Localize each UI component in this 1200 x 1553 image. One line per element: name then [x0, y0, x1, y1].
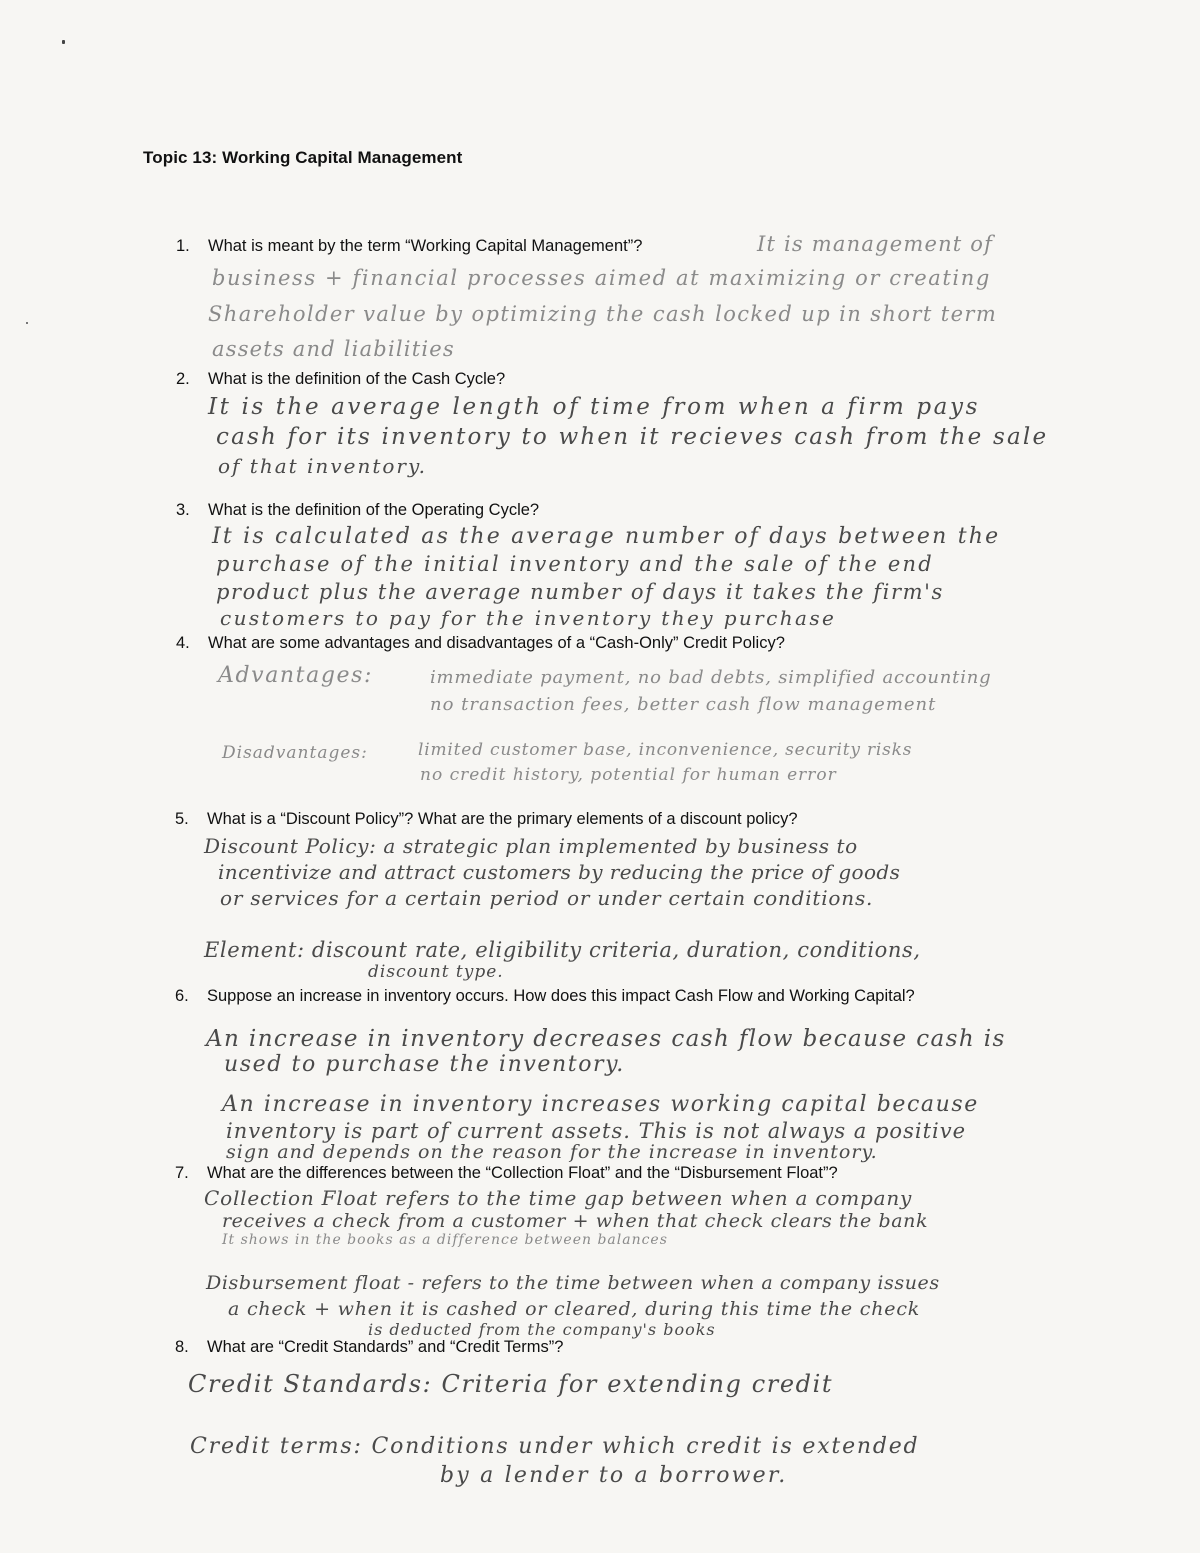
answer-line: cash for its inventory to when it recieves cash from the sale: [216, 424, 1049, 450]
question-6: [175, 987, 915, 1006]
question-number: 3.: [176, 501, 190, 519]
question-2: [176, 370, 505, 389]
answer-line: used to purchase the inventory.: [224, 1052, 625, 1077]
answer-line: of that inventory.: [218, 454, 427, 478]
answer-line: Disbursement float - refers to the time between when a company issues: [206, 1272, 940, 1294]
answer-line: assets and liabilities: [212, 337, 455, 361]
answer-line: It is management of: [757, 232, 994, 256]
question-number: 4.: [176, 634, 190, 652]
question-8: [175, 1338, 563, 1357]
answer-line: a check + when it is cashed or cleared, during this time the check: [228, 1298, 921, 1320]
question-text: What is the definition of the Cash Cycle?: [208, 370, 506, 388]
question-text: What is the definition of the Operating Cycle?: [208, 501, 540, 519]
question-4: [176, 634, 785, 653]
answer-line: It is calculated as the average number of days between the: [212, 524, 1001, 549]
answer-line: purchase of the initial inventory and the sale of the end: [216, 552, 934, 576]
answer-line: It is the average length of time from when a firm pays: [208, 394, 980, 420]
answer-line: by a lender to a borrower.: [440, 1463, 788, 1488]
question-text: What are some advantages and disadvantages of a “Cash-Only” Credit Policy?: [208, 634, 785, 652]
answer-line: inventory is part of current assets. This is not always a positive: [226, 1119, 967, 1143]
answer-line: incentivize and attract customers by reducing the price of goods: [218, 860, 901, 884]
answer-line: product plus the average number of days it takes the firm's: [216, 580, 944, 604]
answer-line: no credit history, potential for human error: [420, 765, 837, 785]
question-number: 1.: [176, 237, 190, 255]
question-number: 5.: [175, 810, 189, 828]
answer-line: limited customer base, inconvenience, security risks: [418, 740, 913, 760]
answer-line: It shows in the books as a difference between balances: [222, 1232, 668, 1248]
answer-line: is deducted from the company's books: [368, 1320, 716, 1339]
question-text: What are “Credit Standards” and “Credit Terms”?: [207, 1338, 564, 1356]
answer-line: receives a check from a customer + when that check clears the bank: [222, 1210, 929, 1232]
page-title: Topic 13: Working Capital Management: [143, 148, 463, 167]
answer-line: An increase in inventory increases working capital because: [222, 1092, 979, 1117]
answer-line: discount type.: [368, 962, 504, 982]
question-text: Suppose an increase in inventory occurs. How does this impact Cash Flow and Working Capital?: [207, 987, 915, 1005]
answer-line: customers to pay for the inventory they purchase: [220, 606, 837, 630]
question-3: [176, 501, 539, 520]
answer-line: Shareholder value by optimizing the cash locked up in short term: [208, 302, 998, 326]
scan-mark: [26, 322, 28, 324]
question-5: [175, 810, 798, 829]
answer-line: Discount Policy: a strategic plan implemented by business to: [204, 834, 858, 858]
question-number: 8.: [175, 1338, 189, 1356]
question-7: [175, 1164, 838, 1183]
question-text: What are the differences between the “Collection Float” and the “Disbursement Float”?: [207, 1164, 838, 1182]
answer-line: Advantages:: [218, 663, 374, 688]
answer-line: or services for a certain period or under certain conditions.: [220, 886, 874, 910]
scan-mark: [62, 40, 65, 44]
answer-line: Collection Float refers to the time gap between when a company: [204, 1186, 913, 1210]
question-text: What is meant by the term “Working Capital Management”?: [208, 237, 643, 255]
answer-line: sign and depends on the reason for the increase in inventory.: [226, 1141, 878, 1163]
question-number: 2.: [176, 370, 190, 388]
question-number: 7.: [175, 1164, 189, 1182]
question-number: 6.: [175, 987, 189, 1005]
answer-line: business + financial processes aimed at maximizing or creating: [212, 266, 991, 290]
question-1: [176, 237, 642, 256]
answer-line: Disadvantages:: [222, 743, 368, 763]
answer-line: Credit Standards: Criteria for extending credit: [188, 1370, 834, 1398]
answer-line: no transaction fees, better cash flow management: [430, 694, 937, 715]
question-text: What is a “Discount Policy”? What are the primary elements of a discount policy?: [207, 810, 798, 828]
answer-line: immediate payment, no bad debts, simplified accounting: [430, 667, 992, 688]
answer-line: An increase in inventory decreases cash flow because cash is: [206, 1026, 1006, 1052]
answer-line: Credit terms: Conditions under which credit is extended: [190, 1434, 920, 1459]
answer-line: Element: discount rate, eligibility criteria, duration, conditions,: [204, 938, 921, 962]
